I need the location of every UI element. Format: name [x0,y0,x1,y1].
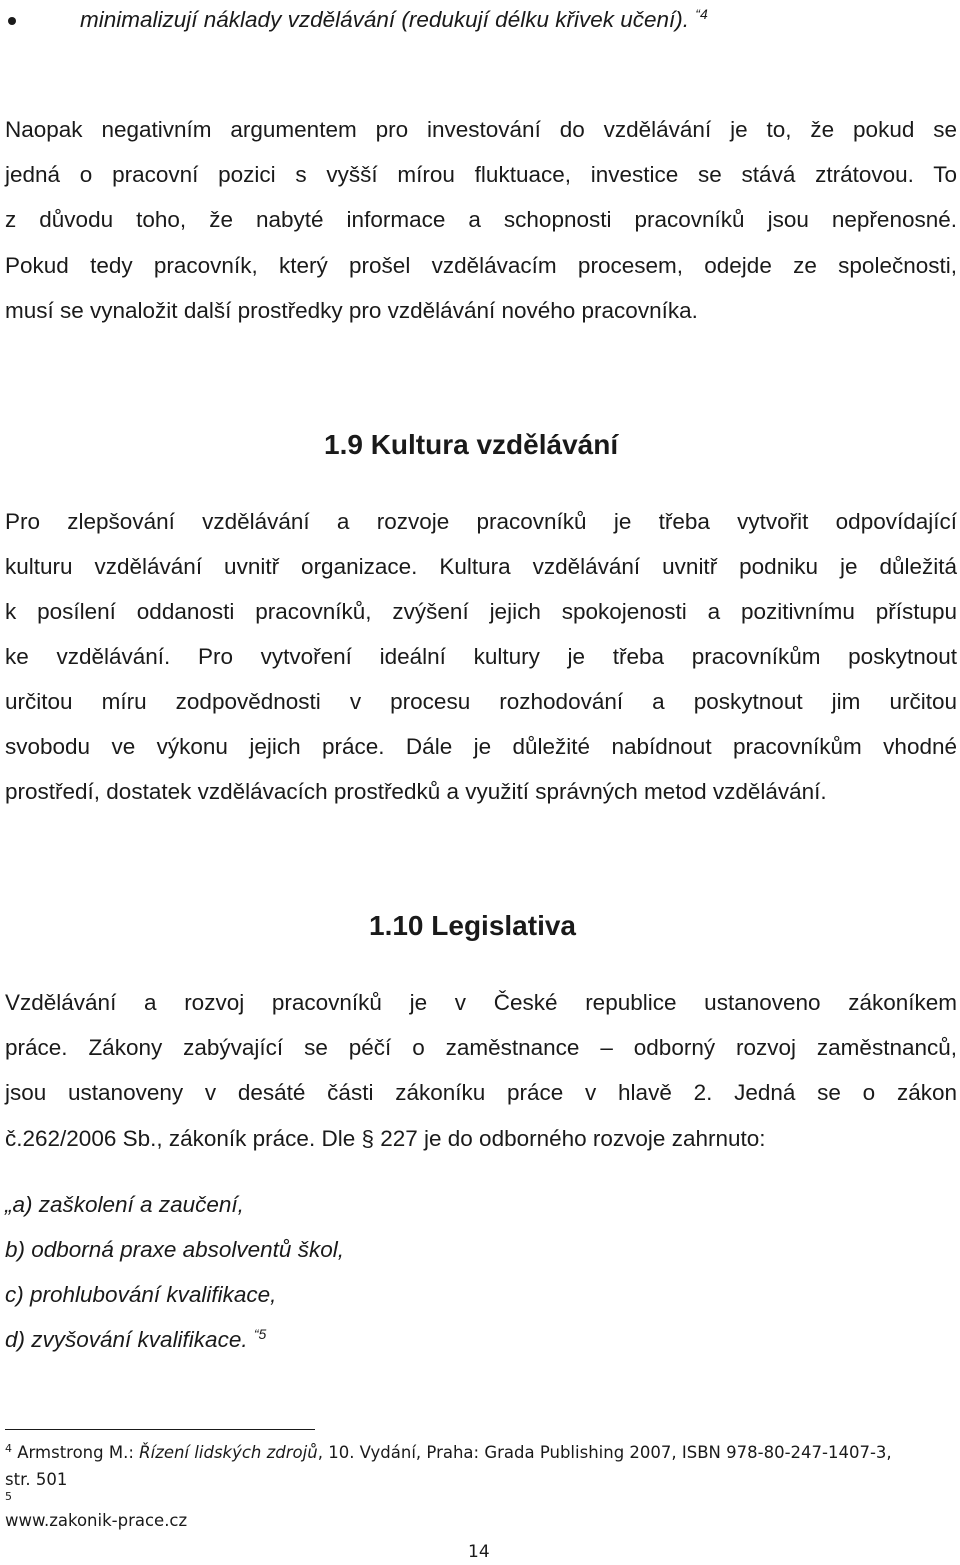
paragraph-line: Vzdělávání a rozvoj pracovníků je v České republice ustanoveno zákoníkem [5,990,957,1015]
paragraph-line: ke vzdělávání. Pro vytvoření ideální kultury je třeba pracovníkům poskytnout [5,644,957,669]
list-item: d) zvyšování kvalifikace. $^{“5}$ [5,1326,267,1352]
footnote-divider [5,1429,315,1430]
paragraph-line: jedná o pracovní pozici s vyšší mírou fluktuace, investice se stává ztrátovou. To [5,162,957,187]
footnote-ref-4: “4 [695,6,708,22]
footnote-4: $^4$ Armstrong M.: Řízení lidských zdrojů, 10. Vydání, Praha: Grada Publishing 2007, ISBN 978-80-247-1407-3, [5,1442,892,1462]
paragraph-line: č.262/2006 Sb., zákoník práce. Dle § 227 je do odborného rozvoje zahrnuto: [5,1126,766,1151]
list-item: b) odborná praxe absolventů škol, [5,1237,344,1262]
section-heading-kultura: 1.9 Kultura vzdělávání [324,429,619,460]
page-number: 14 [468,1542,490,1562]
paragraph-line: z důvodu toho, že nabyté informace a schopnosti pracovníků jsou nepřenosné. [5,207,957,232]
paragraph-line: musí se vynaložit další prostředky pro vzdělávání nového pracovníka. [5,298,698,323]
section-heading-legislativa: 1.10 Legislativa [369,910,577,941]
paragraph-line: prostředí, dostatek vzdělávacích prostředků a využití správných metod vzdělávání. [5,779,827,804]
paragraph-line: kulturu vzdělávání uvnitř organizace. Kultura vzdělávání uvnitř podniku je důležitá [5,554,957,579]
paragraph-line: Pro zlepšování vzdělávání a rozvoje pracovníků je třeba vytvořit odpovídající [5,509,957,534]
paragraph-line: určitou míru zodpovědnosti v procesu rozhodování a poskytnout jim určitou [5,689,957,714]
list-item: c) prohlubování kvalifikace, [5,1282,277,1307]
footnote-5: $^5$ www.zakonik-prace.cz [5,1490,188,1530]
bullet-dot-icon [8,17,16,25]
list-item: „a) zaškolení a zaučení, [5,1192,244,1217]
bullet-item-text: minimalizují náklady vzdělávání (redukují délku křivek učení). $^{“4}$ [80,6,708,32]
paragraph-line: Naopak negativním argumentem pro investování do vzdělávání je to, že pokud se [5,117,957,142]
paragraph-line: svobodu ve výkonu jejich práce. Dále je důležité nabídnout pracovníkům vhodné [5,734,957,759]
paragraph-line: Pokud tedy pracovník, který prošel vzdělávacím procesem, odejde ze společnosti, [5,253,957,278]
footnote-4-continued: str. 501 [5,1470,68,1489]
paragraph-line: práce. Zákony zabývající se péčí o zaměstnance – odborný rozvoj zaměstnanců, [5,1035,957,1060]
paragraph-line: k posílení oddanosti pracovníků, zvýšení jejich spokojenosti a pozitivnímu přístupu [5,599,957,624]
paragraph-line: jsou ustanoveny v desáté části zákoníku práce v hlavě 2. Jedná se o zákon [5,1080,957,1105]
footnote-ref-5: “5 [253,1326,267,1342]
bullet-item [0,5,960,35]
